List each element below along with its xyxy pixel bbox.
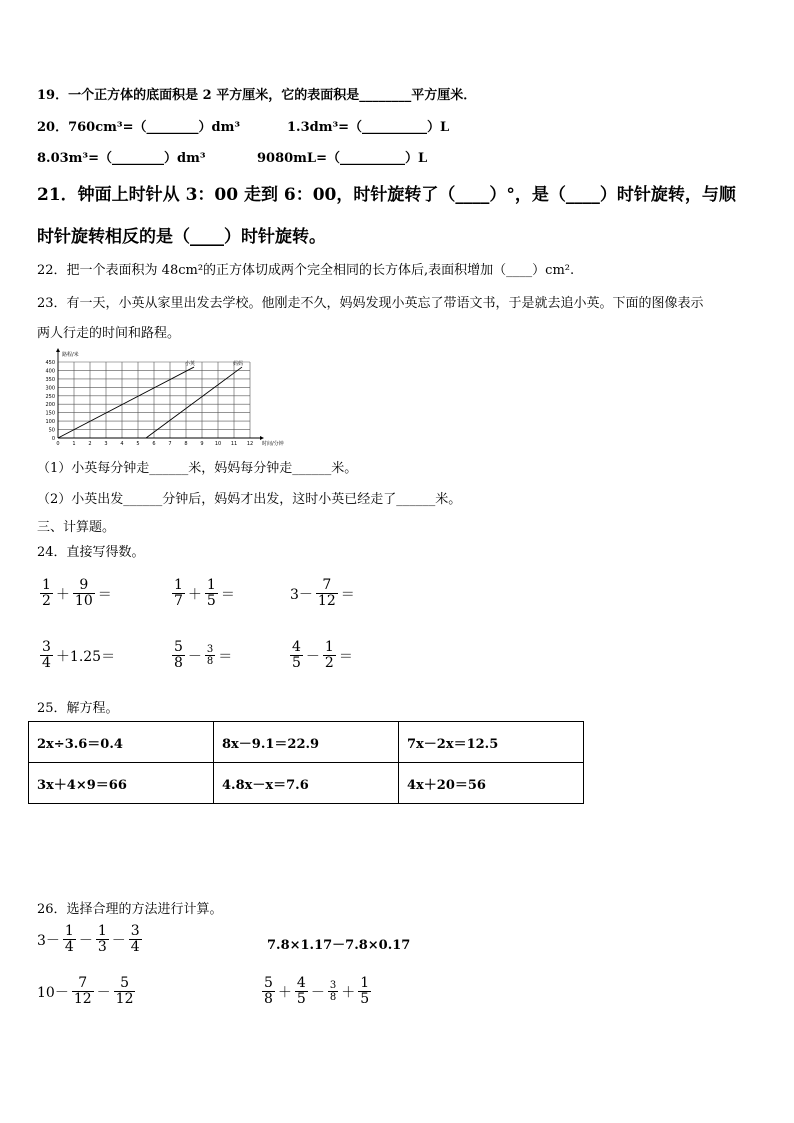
fraction: $\frac{4}{5}$: [292, 639, 301, 672]
fraction: $\frac{1}{2}$: [42, 577, 51, 610]
x-tick-label: 5: [136, 441, 140, 447]
q24-expr-6: $\frac{4}{5}$ － $\frac{1}{2}$ ＝: [292, 639, 353, 672]
equation-cell: 7x－2x＝12.5: [399, 722, 584, 763]
equation-table: [28, 721, 584, 804]
q26-expr-1: 3－ $\frac{1}{4}$ － $\frac{1}{3}$ － $\frac{3}{4}$: [37, 923, 140, 956]
fraction: $\frac{7}{12}$: [317, 577, 336, 610]
q24-expr-4: $\frac{3}{4}$ ＋1.25＝: [42, 639, 116, 672]
table-row: [29, 722, 584, 763]
equation-cell: 4.8x－x＝7.6: [214, 763, 399, 804]
y-tick-label: 450: [45, 360, 55, 366]
question-26-title: 26．选择合理的方法进行计算。: [37, 902, 223, 917]
x-tick-label: 9: [200, 441, 204, 447]
x-tick-label: 6: [152, 441, 156, 447]
y-axis-arrow: [56, 348, 60, 352]
series-label: 妈妈: [232, 361, 244, 368]
q26-expr-3: 10－ $\frac{7}{12}$ － $\frac{5}{12}$: [37, 975, 134, 1008]
question-21-line1: 21．钟面上时针从 3：00 走到 6：00，时针旋转了（____）°，是（____）时针旋转，与顺: [37, 185, 736, 205]
y-tick-label: 300: [45, 385, 55, 392]
question-23-line2: 两人行走的时间和路程。: [37, 326, 181, 341]
equation-cell: 3x＋4×9＝66: [29, 763, 214, 804]
x-tick-label: 3: [104, 441, 108, 447]
y-tick-label: 50: [48, 427, 55, 434]
x-tick-label: 8: [184, 441, 188, 447]
q24-expr-3: 3－ $\frac{7}{12}$ ＝: [290, 577, 355, 610]
y-tick-label: 350: [45, 376, 55, 383]
y-tick-label: 150: [45, 410, 55, 417]
q24-expr-5: $\frac{5}{8}$ － $\frac{3}{8}$ ＝: [174, 639, 233, 672]
series-line: [58, 367, 194, 438]
x-tick-label: 2: [88, 441, 92, 447]
question-20d: 9080mL=（__________）L: [257, 151, 428, 166]
question-19: 19．一个正方体的底面积是 2 平方厘米，它的表面积是________平方厘米．: [37, 88, 477, 103]
x-axis-label: 时间/分钟: [262, 441, 284, 447]
question-20b: 1.3dm³=（__________）L: [287, 120, 450, 135]
y-tick-label: 250: [45, 393, 55, 400]
distance-time-chart: [28, 348, 284, 452]
question-22: 22．把一个表面积为 48cm²的正方体切成两个完全相同的长方体后,表面积增加（____）cm².: [37, 263, 575, 278]
chart-series: [58, 360, 243, 438]
fraction: $\frac{1}{5}$: [206, 577, 216, 610]
question-20c: 8.03m³=（________）dm³: [37, 151, 206, 166]
series-line: [146, 367, 242, 438]
section-3-title: 三、计算题。: [37, 520, 116, 535]
x-axis-arrow: [260, 436, 264, 440]
x-tick-label: 11: [230, 441, 238, 447]
question-23-sub1: （1）小英每分钟走______米，妈妈每分钟走______米。: [37, 461, 358, 476]
fraction: $\frac{1}{7}$: [174, 577, 183, 610]
x-tick-label: 0: [56, 441, 60, 447]
question-23-sub2: （2）小英出发______分钟后，妈妈才出发，这时小英已经走了______米。: [37, 492, 462, 507]
series-label: 小英: [184, 361, 196, 368]
chart-ticks: [45, 360, 253, 447]
question-24-title: 24．直接写得数。: [37, 545, 145, 560]
q24-expr-2: $\frac{1}{7}$ ＋ $\frac{1}{5}$ ＝: [174, 577, 235, 610]
fraction: $\frac{3}{8}$: [206, 644, 214, 668]
question-20a: 20．760cm³=（________）dm³: [37, 120, 241, 135]
y-tick-label: 400: [45, 368, 55, 375]
x-tick-label: 12: [246, 441, 254, 447]
x-tick-label: 1: [72, 441, 76, 447]
equation-cell: 2x÷3.6＝0.4: [29, 722, 214, 763]
equation-cell: 8x－9.1＝22.9: [214, 722, 399, 763]
question-25-title: 25．解方程。: [37, 701, 119, 716]
question-21-line2: 时针旋转相反的是（____）时针旋转。: [37, 227, 326, 247]
q24-expr-1: $\frac{1}{2}$ ＋ $\frac{9}{10}$ ＝: [42, 577, 112, 610]
x-tick-label: 4: [120, 441, 124, 447]
y-axis-label: 路程/米: [62, 352, 79, 358]
fraction: $\frac{5}{8}$: [174, 639, 183, 672]
q26-expr-2: 7.8×1.17－7.8×0.17: [267, 938, 411, 953]
question-23-line1: 23．有一天，小英从家里出发去学校。他刚走不久，妈妈发现小英忘了带语文书，于是就去追小英。下面的图像表示: [37, 296, 704, 311]
x-tick-label: 10: [214, 441, 222, 447]
fraction: $\frac{3}{4}$: [42, 639, 51, 672]
equation-cell: 4x＋20＝56: [399, 763, 584, 804]
chart-grid: [58, 362, 250, 438]
y-tick-label: 100: [45, 419, 55, 426]
x-tick-label: 7: [168, 441, 172, 447]
table-row: [29, 763, 584, 804]
fraction: $\frac{9}{10}$: [74, 577, 93, 610]
q26-expr-4: $\frac{5}{8}$ ＋ $\frac{4}{5}$ － $\frac{3}{8}$ ＋ $\frac{1}{5}$: [264, 975, 370, 1008]
fraction: $\frac{1}{2}$: [324, 639, 334, 672]
y-tick-label: 200: [45, 402, 55, 409]
y-tick-label: 0: [51, 436, 55, 442]
